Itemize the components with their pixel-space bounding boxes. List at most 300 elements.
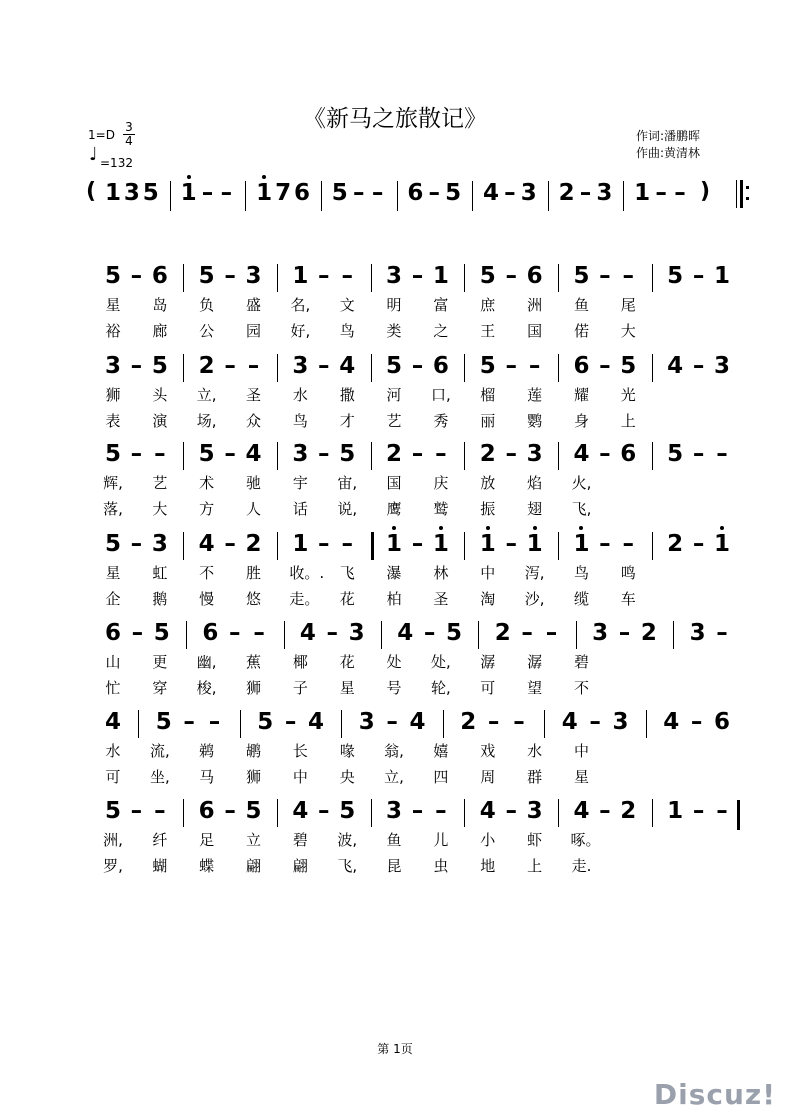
dash-note: – xyxy=(690,709,703,735)
lyric-syllable: 星 xyxy=(339,679,355,697)
repeat-start-thin-bar xyxy=(736,180,737,208)
lyric-syllable: 缆 xyxy=(573,590,589,608)
lyric-syllable: 狮 xyxy=(246,768,262,786)
note: 2 xyxy=(620,798,637,824)
note: 5 xyxy=(257,709,274,735)
note: 2 xyxy=(494,620,511,646)
lyric-syllable: 沙, xyxy=(524,590,545,608)
note: 3 xyxy=(526,441,543,467)
dash-note: – xyxy=(692,353,705,379)
note: 2 xyxy=(640,620,657,646)
lyric-syllable: 周 xyxy=(480,768,496,786)
dash-note: – xyxy=(411,441,424,467)
note: 4 xyxy=(561,709,578,735)
lyric-syllable: 大 xyxy=(152,500,168,518)
barline xyxy=(478,621,479,649)
barline xyxy=(464,264,465,292)
lyric-syllable: 处, xyxy=(431,653,451,671)
note: 6 xyxy=(202,620,219,646)
barline xyxy=(240,710,241,738)
dash-note: – xyxy=(505,441,517,467)
dash-note: – xyxy=(224,531,236,557)
dash-note: – xyxy=(411,531,424,557)
lyric-syllable: 尾 xyxy=(620,296,636,314)
dash-note: – xyxy=(326,620,338,646)
lyric-syllable: 名, xyxy=(290,296,311,314)
dash-note: – xyxy=(622,531,635,557)
lyric-syllable: 鹦 xyxy=(527,412,543,430)
lyric-syllable: 号 xyxy=(386,679,402,697)
note: 2 xyxy=(479,441,496,467)
lyric-syllable: 秀 xyxy=(433,412,449,430)
barline xyxy=(186,621,187,649)
lyric-syllable: 圣 xyxy=(246,386,262,404)
lyric-syllable: 人 xyxy=(246,500,262,518)
barline xyxy=(558,354,559,382)
dash-note: – xyxy=(201,180,214,206)
dash-note: – xyxy=(692,263,705,289)
lyric-syllable: 椰 xyxy=(292,653,308,671)
double-barline xyxy=(371,532,374,560)
note: 5 xyxy=(245,798,262,824)
lyric-syllable: 鹰 xyxy=(386,500,402,518)
barline xyxy=(277,264,278,292)
barline xyxy=(397,181,398,211)
lyric-syllable: 罗, xyxy=(103,857,123,875)
dash-note: – xyxy=(435,441,447,467)
barline xyxy=(321,181,322,211)
note: 1 xyxy=(634,180,651,206)
lyric-syllable: 水 xyxy=(527,742,543,760)
page-title: 《新马之旅散记》 xyxy=(303,106,487,132)
lyric-syllable: 喙 xyxy=(339,742,355,760)
lyric-syllable: 演 xyxy=(152,412,168,430)
lyric-syllable: 盛 xyxy=(246,296,262,314)
barline xyxy=(371,264,372,292)
note: 3 xyxy=(348,620,365,646)
octave-dot-icon xyxy=(439,526,443,530)
note: 4 xyxy=(667,353,684,379)
lyric-syllable: 文 xyxy=(339,296,355,314)
barline xyxy=(245,181,246,211)
barline xyxy=(652,799,653,827)
barline xyxy=(183,354,184,382)
note: 4 xyxy=(573,798,590,824)
lyric-syllable: 鸟 xyxy=(292,412,308,430)
note: 5 xyxy=(386,353,403,379)
lyric-syllable: 之 xyxy=(433,322,449,340)
dash-note: – xyxy=(674,180,686,206)
lyric-syllable: 裕 xyxy=(105,322,121,340)
note: 6 xyxy=(432,353,449,379)
lyric-syllable: 流, xyxy=(149,742,170,760)
note: 1 xyxy=(253,179,275,207)
dash-note: – xyxy=(253,620,265,646)
note: 5 xyxy=(339,798,356,824)
note: 4 xyxy=(482,180,499,206)
octave-dot-icon xyxy=(533,526,537,530)
note: 4 xyxy=(397,620,414,646)
note: 4 xyxy=(299,620,316,646)
note: 5 xyxy=(104,441,121,467)
note: 3 xyxy=(596,180,613,206)
barline xyxy=(464,354,465,382)
lyric-syllable: 地 xyxy=(480,857,496,875)
lyric-syllable: 柏 xyxy=(386,590,402,608)
lyric-syllable: 飞 xyxy=(339,564,355,582)
octave-dot-icon xyxy=(187,175,191,179)
lyric-syllable: 碧 xyxy=(573,653,589,671)
note: 1 xyxy=(292,263,309,289)
lyric-syllable: 望 xyxy=(527,679,543,697)
note: 4 xyxy=(198,531,215,557)
note: 2 xyxy=(198,353,215,379)
lyric-syllable: 梭, xyxy=(196,679,217,697)
note: 5 xyxy=(142,180,159,206)
dash-note: – xyxy=(224,798,236,824)
lyric-syllable: 公 xyxy=(199,322,215,340)
dash-note: – xyxy=(224,353,236,379)
note: 5 xyxy=(198,441,215,467)
lyric-syllable: 负 xyxy=(199,296,215,314)
barline xyxy=(183,532,184,560)
note: 5 xyxy=(445,180,462,206)
lyric-syllable: 廊 xyxy=(152,322,168,340)
lyric-syllable: 方 xyxy=(199,500,215,518)
lyric-syllable: 才 xyxy=(339,412,355,430)
barline xyxy=(558,264,559,292)
lyric-syllable: 中 xyxy=(292,768,308,786)
note: 2 xyxy=(667,531,684,557)
barline xyxy=(558,532,559,560)
note: 4 xyxy=(292,798,309,824)
dash-note: – xyxy=(284,709,297,735)
note: 1 xyxy=(524,530,546,558)
dash-note: – xyxy=(505,353,517,379)
lyric-syllable: 央 xyxy=(339,768,355,786)
dash-note: – xyxy=(318,353,330,379)
lyric-syllable: 艺 xyxy=(152,474,168,492)
note: 6 xyxy=(293,180,310,206)
dash-note: – xyxy=(716,620,728,646)
lyric-syllable: 忙 xyxy=(105,679,121,697)
dash-note: – xyxy=(589,709,601,735)
watermark-logo: Discuz! xyxy=(653,1078,776,1111)
dash-note: – xyxy=(318,263,330,289)
note: 3 xyxy=(386,263,403,289)
note: 2 xyxy=(245,531,262,557)
lyric-syllable: 园 xyxy=(246,322,262,340)
lyric-syllable: 光 xyxy=(620,386,636,404)
barline xyxy=(277,532,278,560)
lyric-syllable: 场, xyxy=(196,412,217,430)
barline xyxy=(548,181,549,211)
lyric-syllable: 岛 xyxy=(152,296,168,314)
lyric-syllable: 鸟 xyxy=(339,322,355,340)
barline xyxy=(183,264,184,292)
lyric-syllable: 鹕 xyxy=(246,742,262,760)
lyric-syllable: 走. xyxy=(571,857,592,875)
lyric-syllable: 国 xyxy=(386,474,402,492)
octave-dot-icon xyxy=(262,175,266,179)
lyric-syllable: 走。 xyxy=(289,590,320,608)
note: 7 xyxy=(275,180,292,206)
note: 5 xyxy=(479,353,496,379)
note: 5 xyxy=(479,263,496,289)
lyric-syllable: 穿 xyxy=(152,679,168,697)
lyric-syllable: 翁, xyxy=(384,742,404,760)
lyric-syllable: 丽 xyxy=(480,412,496,430)
lyric-syllable: 鹅 xyxy=(152,590,168,608)
barline xyxy=(183,442,184,470)
note: 3 xyxy=(123,180,140,206)
note: 1 xyxy=(713,263,730,289)
lyric-syllable: 狮 xyxy=(105,386,121,404)
lyric-syllable: 星 xyxy=(105,296,121,314)
dash-note: – xyxy=(318,798,330,824)
time-signature-top: 3 xyxy=(123,121,135,135)
lyric-syllable: 落, xyxy=(103,500,123,518)
barline xyxy=(371,354,372,382)
dash-note: – xyxy=(505,263,517,289)
lyric-syllable: 狮 xyxy=(246,679,262,697)
dash-note: – xyxy=(692,531,705,557)
lyric-syllable: 收。. xyxy=(289,564,325,582)
dash-note: – xyxy=(599,263,611,289)
lyric-syllable: 幽, xyxy=(196,653,217,671)
note: 3 xyxy=(104,353,121,379)
octave-dot-icon xyxy=(392,526,396,530)
note: 6 xyxy=(526,263,543,289)
lyric-syllable: 慢 xyxy=(199,590,215,608)
note: 4 xyxy=(339,353,356,379)
dash-note: – xyxy=(220,180,233,206)
lyric-syllable: 不 xyxy=(199,564,215,582)
lyric-syllable: 立, xyxy=(196,386,217,404)
lyric-syllable: 可 xyxy=(480,679,496,697)
note: 1 xyxy=(292,531,309,557)
lyric-syllable: 洲, xyxy=(103,831,123,849)
note: 3 xyxy=(245,263,262,289)
note: 5 xyxy=(198,263,215,289)
lyric-syllable: 足 xyxy=(199,831,215,849)
barline xyxy=(341,710,342,738)
dash-note: – xyxy=(504,180,516,206)
dash-note: – xyxy=(545,620,558,646)
lyric-syllable: 放 xyxy=(480,474,496,492)
lyric-syllable: 驰 xyxy=(246,474,262,492)
lyric-syllable: 振 xyxy=(480,500,496,518)
lyricist-credit: 作词:潘鹏晖 xyxy=(636,129,701,143)
note: 4 xyxy=(479,798,496,824)
note: 4 xyxy=(409,709,426,735)
dash-note: – xyxy=(130,531,143,557)
lyric-syllable: 纤 xyxy=(152,831,168,849)
lyric-syllable: 翅 xyxy=(527,500,543,518)
lyric-syllable: 星 xyxy=(105,564,121,582)
dash-note: – xyxy=(655,180,667,206)
barline xyxy=(170,181,171,211)
lyric-syllable: 儿 xyxy=(433,831,449,849)
dash-note: – xyxy=(692,441,705,467)
dash-note: – xyxy=(599,798,611,824)
intro-open-paren: ( xyxy=(86,179,97,204)
barline xyxy=(623,181,624,211)
lyric-syllable: 上 xyxy=(620,412,636,430)
note: 1 xyxy=(667,798,684,824)
lyric-syllable: 撒 xyxy=(339,386,355,404)
lyric-syllable: 虫 xyxy=(433,857,449,875)
note: 1 xyxy=(432,263,449,289)
note: 5 xyxy=(104,531,121,557)
note: 5 xyxy=(331,180,348,206)
tempo-marking: =132 xyxy=(100,156,133,170)
lyric-syllable: 偌 xyxy=(573,322,589,340)
lyric-syllable: 洲 xyxy=(527,296,543,314)
lyric-syllable: 中 xyxy=(480,564,496,582)
note: 3 xyxy=(612,709,629,735)
lyric-syllable: 轮, xyxy=(431,679,451,697)
lyric-syllable: 水 xyxy=(292,386,308,404)
dash-note: – xyxy=(411,353,424,379)
lyric-syllable: 不 xyxy=(573,679,589,697)
dash-note: – xyxy=(386,709,398,735)
repeat-end-bar xyxy=(737,800,740,830)
lyric-syllable: 山 xyxy=(105,653,121,671)
barline xyxy=(652,442,653,470)
note: 5 xyxy=(446,620,463,646)
lyric-syllable: 车 xyxy=(620,590,636,608)
lyric-syllable: 淘 xyxy=(480,590,496,608)
note: 3 xyxy=(713,353,730,379)
barline xyxy=(652,532,653,560)
barline xyxy=(673,621,674,649)
lyric-syllable: 明 xyxy=(386,296,402,314)
barline xyxy=(652,264,653,292)
dash-note: – xyxy=(130,441,143,467)
dash-note: – xyxy=(131,620,144,646)
barline xyxy=(277,799,278,827)
composer-credit: 作曲:黄清林 xyxy=(636,146,701,160)
lyric-syllable: 表 xyxy=(105,412,121,430)
lyric-syllable: 头 xyxy=(152,386,168,404)
dash-note: – xyxy=(411,263,424,289)
dash-note: – xyxy=(521,620,533,646)
octave-dot-icon xyxy=(486,526,490,530)
note: 5 xyxy=(573,263,590,289)
lyric-syllable: 王 xyxy=(480,322,496,340)
dash-note: – xyxy=(505,798,517,824)
note: 3 xyxy=(292,441,309,467)
barline xyxy=(183,799,184,827)
note: 3 xyxy=(292,353,309,379)
lyric-syllable: 河 xyxy=(386,386,402,404)
dash-note: – xyxy=(599,531,611,557)
lyric-syllable: 火, xyxy=(571,474,592,492)
barline xyxy=(558,442,559,470)
barline xyxy=(576,621,577,649)
lyric-syllable: 波, xyxy=(337,831,358,849)
dash-note: – xyxy=(716,798,728,824)
dash-note: – xyxy=(513,709,525,735)
barline xyxy=(472,181,473,211)
note: 3 xyxy=(592,620,609,646)
note: 1 xyxy=(383,530,405,558)
lyric-syllable: 四 xyxy=(433,768,449,786)
lyric-syllable: 更 xyxy=(152,653,168,671)
lyric-syllable: 飞, xyxy=(571,500,592,518)
barline xyxy=(277,354,278,382)
lyric-syllable: 鹈 xyxy=(199,742,215,760)
lyric-syllable: 说, xyxy=(337,500,358,518)
note: 1 xyxy=(178,179,200,207)
lyric-syllable: 群 xyxy=(527,768,543,786)
note: 5 xyxy=(151,353,168,379)
dash-note: – xyxy=(130,798,143,824)
lyric-syllable: 立, xyxy=(384,768,404,786)
note: 6 xyxy=(407,180,424,206)
note: 5 xyxy=(667,263,684,289)
lyric-syllable: 话 xyxy=(292,500,308,518)
lyric-syllable: 悠 xyxy=(246,590,262,608)
lyric-syllable: 上 xyxy=(527,857,543,875)
barline xyxy=(558,799,559,827)
lyric-syllable: 榴 xyxy=(480,386,496,404)
repeat-dot xyxy=(746,186,749,189)
note: 6 xyxy=(198,798,215,824)
note: 3 xyxy=(520,180,537,206)
note: 5 xyxy=(104,263,121,289)
lyric-syllable: 子 xyxy=(292,679,308,697)
note: 4 xyxy=(307,709,324,735)
page-number: 第 1页 xyxy=(377,1042,413,1056)
barline xyxy=(371,799,372,827)
note: 1 xyxy=(430,530,452,558)
note: 1 xyxy=(104,180,121,206)
lyric-syllable: 小 xyxy=(480,831,496,849)
note: 5 xyxy=(667,441,684,467)
barline xyxy=(371,442,372,470)
barline xyxy=(138,710,139,738)
lyric-syllable: 林 xyxy=(433,564,449,582)
lyric-syllable: 焰 xyxy=(527,474,543,492)
note: 6 xyxy=(104,620,121,646)
dash-note: – xyxy=(341,263,353,289)
lyric-syllable: 虾 xyxy=(527,831,543,849)
lyric-syllable: 花 xyxy=(339,590,355,608)
quarter-note-icon: ♩ xyxy=(89,144,98,165)
note: 2 xyxy=(558,180,575,206)
dash-note: – xyxy=(130,353,143,379)
repeat-dot xyxy=(746,197,749,200)
dash-note: – xyxy=(435,798,447,824)
dash-note: – xyxy=(505,531,517,557)
lyric-syllable: 蝶 xyxy=(199,857,215,875)
lyric-syllable: 胜 xyxy=(246,564,262,582)
dash-note: – xyxy=(579,180,592,206)
dash-note: – xyxy=(423,620,436,646)
lyric-syllable: 鸟 xyxy=(573,564,589,582)
lyric-syllable: 庆 xyxy=(433,474,449,492)
lyric-syllable: 飞, xyxy=(337,857,358,875)
note: 4 xyxy=(663,709,680,735)
barline xyxy=(284,621,285,649)
note: 5 xyxy=(104,798,121,824)
lyric-syllable: 长 xyxy=(292,742,308,760)
dash-note: – xyxy=(208,709,221,735)
intro-line xyxy=(0,175,790,215)
note: 2 xyxy=(386,441,403,467)
